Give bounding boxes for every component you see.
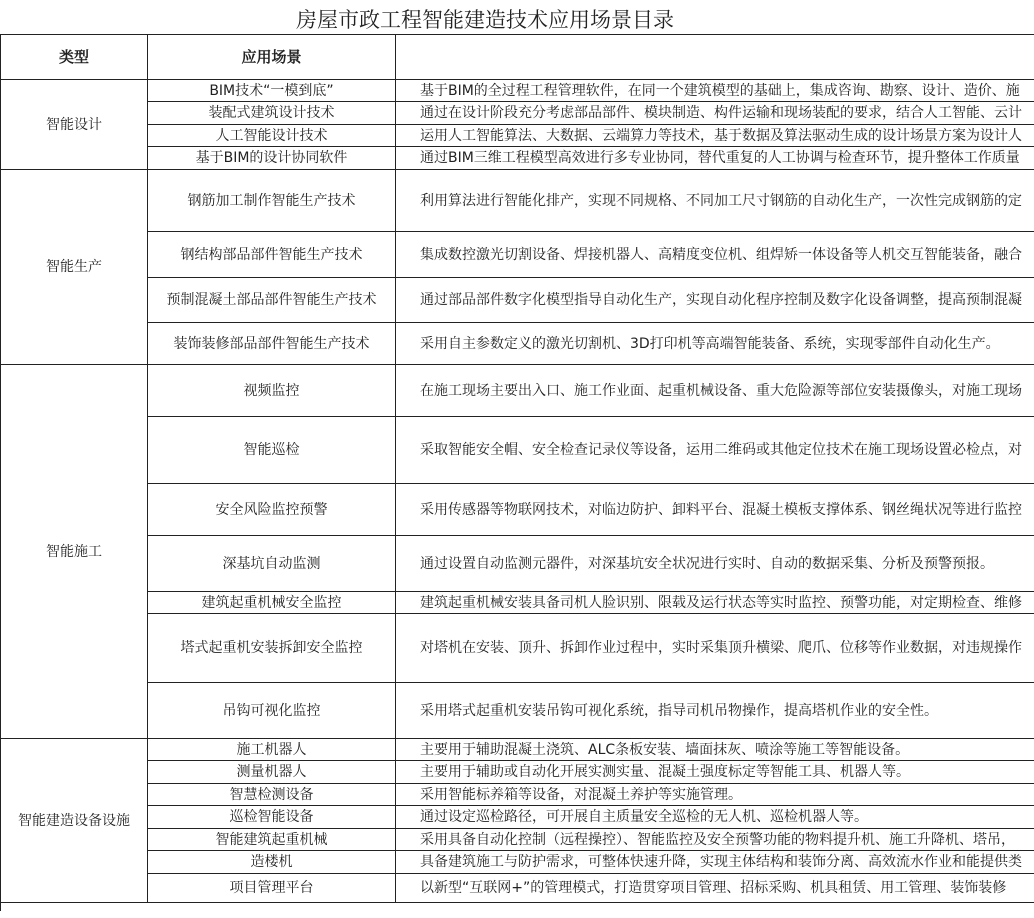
- description-cell: 具备建筑施工与防护需求，可整体快速升降，实现主体结构和装饰分离、高效流水作业和能提供类: [396, 851, 1034, 874]
- scene-cell: 深基坑自动监测: [148, 536, 396, 592]
- description-cell: 利用算法进行智能化排产，实现不同规格、不同加工尺寸钢筋的自动化生产，一次性完成钢筋的定: [396, 170, 1034, 232]
- category-cell: 智能建造设备设施: [1, 739, 148, 903]
- description-cell: 基于BIM的全过程工程管理软件，在同一个建筑模型的基础上，集成咨询、勘察、设计、造价、施: [396, 80, 1034, 102]
- scene-cell: 塔式起重机安装拆卸安全监控: [148, 614, 396, 683]
- scene-cell: 基于BIM的设计协同软件: [148, 147, 396, 170]
- description-cell: 对塔机在安装、顶升、拆卸作业过程中，实时采集顶升横梁、爬爪、位移等作业数据，对违规操作: [396, 614, 1034, 683]
- scene-cell: 装配式建筑设计技术: [148, 102, 396, 125]
- description-cell: 通过设定巡检路径，可开展自主质量安全巡检的无人机、巡检机器人等。: [396, 806, 1034, 829]
- scene-cell: 人工智能设计技术: [148, 125, 396, 147]
- scene-cell: 视频监控: [148, 365, 396, 417]
- header-scene: 应用场景: [148, 35, 396, 80]
- scene-cell: 钢筋加工制作智能生产技术: [148, 170, 396, 232]
- description-cell: 采取智能安全帽、安全检查记录仪等设备，运用二维码或其他定位技术在施工现场设置必检点，对: [396, 417, 1034, 484]
- description-cell: 主要用于辅助或自动化开展实测实量、混凝土强度标定等智能工具、机器人等。: [396, 761, 1034, 784]
- scene-cell: 智能建筑起重机械: [148, 829, 396, 851]
- description-cell: 采用传感器等物联网技术，对临边防护、卸料平台、混凝土模板支撑体系、钢丝绳状况等进行监控: [396, 484, 1034, 536]
- description-cell: 集成数控激光切割设备、焊接机器人、高精度变位机、组焊矫一体设备等人机交互智能装备，融合: [396, 232, 1034, 278]
- header-type: 类型: [1, 35, 148, 80]
- scene-cell: 预制混凝土部品部件智能生产技术: [148, 278, 396, 323]
- description-cell: 主要用于辅助混凝土浇筑、ALC条板安装、墙面抹灰、喷涂等施工等智能设备。: [396, 739, 1034, 761]
- description-cell: 采用塔式起重机安装吊钩可视化系统，指导司机吊物操作，提高塔机作业的安全性。: [396, 683, 1034, 739]
- page-title: 房屋市政工程智能建造技术应用场景目录: [296, 8, 674, 32]
- description-cell: 通过设置自动监测元器件，对深基坑安全状况进行实时、自动的数据采集、分析及预警预报。: [396, 536, 1034, 592]
- scene-cell: 吊钩可视化监控: [148, 683, 396, 739]
- header-description: [396, 35, 1034, 80]
- scene-cell: 安全风险监控预警: [148, 484, 396, 536]
- description-cell: 采用具备自动化控制（远程操控）、智能监控及安全预警功能的物料提升机、施工升降机、塔吊，: [396, 829, 1034, 851]
- scene-cell: 智慧检测设备: [148, 784, 396, 806]
- category-cell: 智能设计: [1, 80, 148, 170]
- description-cell: 通过BIM三维工程模型高效进行多专业协同，替代重复的人工协调与检查环节，提升整体工作质量: [396, 147, 1034, 170]
- description-cell: 在施工现场主要出入口、施工作业面、起重机械设备、重大危险源等部位安装摄像头，对施工现场: [396, 365, 1034, 417]
- scene-cell: 建筑起重机械安全监控: [148, 592, 396, 614]
- category-cell: 智能施工: [1, 365, 148, 739]
- description-cell: 采用智能标养箱等设备，对混凝土养护等实施管理。: [396, 784, 1034, 806]
- scene-cell: 施工机器人: [148, 739, 396, 761]
- description-cell: 以新型“互联网+”的管理模式，打造贯穿项目管理、招标采购、机具租赁、用工管理、装饰装修: [396, 874, 1034, 903]
- scene-cell: 巡检智能设备: [148, 806, 396, 829]
- description-cell: 建筑起重机械安装具备司机人脸识别、限载及运行状态等实时监控、预警功能，对定期检查、维修: [396, 592, 1034, 614]
- scene-cell: 钢结构部品部件智能生产技术: [148, 232, 396, 278]
- scene-cell: 装饰装修部品部件智能生产技术: [148, 323, 396, 365]
- description-cell: 通过部品部件数字化模型指导自动化生产，实现自动化程序控制及数字化设备调整，提高预制混凝: [396, 278, 1034, 323]
- description-cell: 采用自主参数定义的激光切割机、3D打印机等高端智能装备、系统，实现零部件自动化生产。: [396, 323, 1034, 365]
- description-cell: 通过在设计阶段充分考虑部品部件、模块制造、构件运输和现场装配的要求，结合人工智能、云计: [396, 102, 1034, 125]
- scene-cell: 造楼机: [148, 851, 396, 874]
- scenario-table: [0, 34, 1034, 911]
- scene-cell: 智能巡检: [148, 417, 396, 484]
- scene-cell: 项目管理平台: [148, 874, 396, 903]
- scene-cell: 测量机器人: [148, 761, 396, 784]
- description-cell: 运用人工智能算法、大数据、云端算力等技术，基于数据及算法驱动生成的设计场景方案为设计人: [396, 125, 1034, 147]
- scene-cell: BIM技术“一模到底”: [148, 80, 396, 102]
- category-cell: 智能生产: [1, 170, 148, 365]
